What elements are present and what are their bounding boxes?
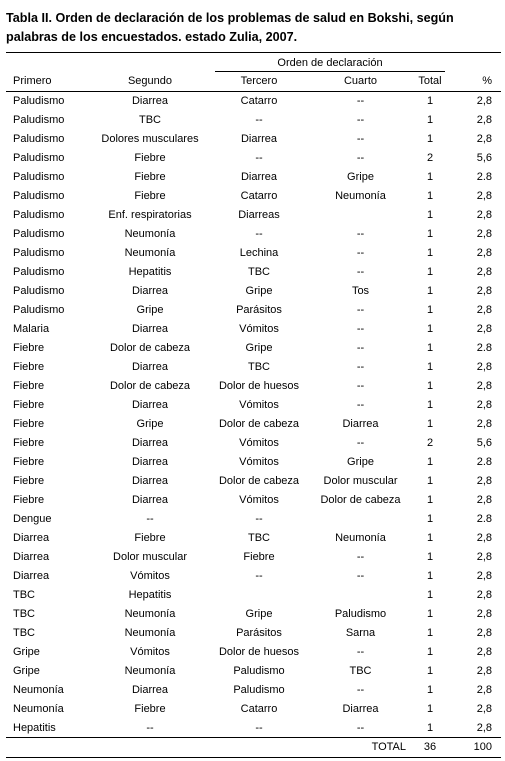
cell-total: 1	[426, 684, 434, 696]
cell-tercero: Vómitos	[239, 456, 279, 468]
table-row	[0, 491, 505, 510]
cell-percent: 2,8	[476, 399, 492, 411]
cell-total: 1	[426, 228, 434, 240]
table-row	[0, 605, 505, 624]
cell-tercero: TBC	[248, 266, 270, 278]
cell-tercero: Vómitos	[239, 323, 279, 335]
table-row	[0, 567, 505, 586]
table-row	[0, 396, 505, 415]
cell-primero: Paludismo	[13, 285, 65, 297]
table-row	[0, 244, 505, 263]
cell-segundo: Fiebre	[134, 152, 166, 164]
cell-total: 1	[426, 323, 434, 335]
table-row	[0, 225, 505, 244]
cell-primero: Paludismo	[13, 266, 65, 278]
cell-segundo: Dolor de cabeza	[109, 380, 191, 392]
cell-tercero: Parásitos	[236, 627, 282, 639]
cell-cuarto: Diarrea	[342, 703, 379, 715]
cell-cuarto: --	[356, 399, 365, 411]
cell-segundo: Diarrea	[131, 684, 169, 696]
cell-tercero: TBC	[248, 532, 270, 544]
cell-primero: Fiebre	[13, 361, 45, 373]
cell-segundo: TBC	[139, 114, 161, 126]
cell-primero: Neumonía	[13, 703, 64, 715]
cell-total: 1	[426, 703, 434, 715]
cell-cuarto: Neumonía	[335, 190, 386, 202]
cell-percent: 2,8	[476, 703, 492, 715]
cell-primero: TBC	[13, 627, 35, 639]
cell-cuarto: --	[356, 361, 365, 373]
cell-segundo: Vómitos	[130, 646, 170, 658]
cell-primero: Fiebre	[13, 399, 45, 411]
cell-segundo: Diarrea	[131, 437, 169, 449]
cell-segundo: Fiebre	[134, 190, 166, 202]
cell-segundo: Neumonía	[124, 627, 176, 639]
cell-percent: 2,8	[476, 95, 492, 107]
cell-percent: 5,6	[476, 152, 492, 164]
table-row	[0, 282, 505, 301]
table-row	[0, 111, 505, 130]
cell-percent: 2,8	[476, 228, 492, 240]
cell-tercero: Gripe	[245, 285, 273, 297]
cell-tercero: --	[255, 722, 263, 734]
cell-total: 1	[426, 646, 434, 658]
cell-percent: 2,8	[476, 627, 492, 639]
cell-tercero: --	[255, 228, 263, 240]
cell-total: 1	[426, 494, 434, 506]
cell-segundo: Diarrea	[131, 361, 169, 373]
cell-total: 2	[426, 437, 434, 449]
cell-primero: Fiebre	[13, 437, 45, 449]
cell-cuarto: Neumonía	[335, 532, 386, 544]
total-percent: 100	[473, 741, 492, 753]
cell-primero: TBC	[13, 589, 35, 601]
cell-cuarto: Sarna	[345, 627, 376, 639]
cell-total: 1	[426, 532, 434, 544]
cell-segundo: --	[146, 722, 154, 734]
cell-percent: 2,8	[476, 418, 492, 430]
table-row	[0, 149, 505, 168]
cell-total: 1	[426, 551, 434, 563]
cell-cuarto: --	[356, 152, 365, 164]
cell-total: 1	[426, 361, 434, 373]
cell-cuarto: --	[356, 646, 365, 658]
cell-total: 1	[426, 627, 434, 639]
cell-primero: Gripe	[13, 665, 40, 677]
total-label: TOTAL	[371, 741, 406, 753]
cell-cuarto: --	[356, 95, 365, 107]
cell-cuarto: --	[356, 380, 365, 392]
total-count: 36	[423, 741, 437, 753]
column-header-row	[0, 72, 505, 91]
cell-primero: Malaria	[13, 323, 50, 335]
table-row	[0, 472, 505, 491]
cell-total: 1	[426, 190, 434, 202]
cell-segundo: Gripe	[136, 304, 164, 316]
cell-segundo: Hepatitis	[128, 266, 172, 278]
table-row	[0, 130, 505, 149]
cell-tercero: Diarrea	[240, 133, 278, 145]
cell-segundo: Dolor muscular	[113, 551, 187, 563]
cell-percent: 2,8	[476, 266, 492, 278]
cell-primero: Fiebre	[13, 456, 45, 468]
cell-tercero: Paludismo	[233, 665, 285, 677]
cell-tercero: Vómitos	[239, 399, 279, 411]
table-row	[0, 263, 505, 282]
cell-percent: 2,8	[476, 323, 492, 335]
cell-tercero: Gripe	[245, 608, 273, 620]
cell-total: 1	[426, 380, 434, 392]
cell-segundo: Neumonía	[124, 665, 176, 677]
cell-cuarto: --	[356, 266, 365, 278]
cell-percent: 2,8	[476, 190, 492, 202]
table-row	[0, 320, 505, 339]
cell-cuarto: --	[356, 323, 365, 335]
cell-cuarto: Diarrea	[342, 418, 379, 430]
cell-tercero: TBC	[248, 361, 270, 373]
cell-tercero: Fiebre	[243, 551, 275, 563]
cell-percent: 2,8	[476, 380, 492, 392]
cell-tercero: --	[255, 513, 263, 525]
cell-cuarto: --	[356, 722, 365, 734]
table-row	[0, 662, 505, 681]
table-row	[0, 377, 505, 396]
cell-total: 1	[426, 304, 434, 316]
group-header: Orden de declaración	[277, 57, 383, 69]
cell-segundo: Neumonía	[124, 228, 176, 240]
cell-primero: Paludismo	[13, 152, 65, 164]
cell-total: 1	[426, 266, 434, 278]
cell-segundo: Diarrea	[131, 494, 169, 506]
cell-total: 1	[426, 133, 434, 145]
cell-tercero: Catarro	[240, 703, 278, 715]
cell-segundo: Fiebre	[134, 703, 166, 715]
cell-total: 1	[426, 722, 434, 734]
top-rule	[6, 52, 501, 53]
cell-segundo: Diarrea	[131, 95, 169, 107]
cell-total: 2	[426, 152, 434, 164]
cell-total: 1	[426, 209, 434, 221]
cell-percent: 2,8	[476, 133, 492, 145]
cell-percent: 2,8	[476, 304, 492, 316]
table-row	[0, 92, 505, 111]
table-row	[0, 434, 505, 453]
table-row	[0, 187, 505, 206]
cell-segundo: Hepatitis	[128, 589, 172, 601]
cell-primero: Paludismo	[13, 133, 65, 145]
cell-total: 1	[426, 342, 434, 354]
cell-segundo: Dolor de cabeza	[109, 342, 191, 354]
table-row	[0, 453, 505, 472]
cell-percent: 2,8	[476, 247, 492, 259]
cell-tercero: Lechina	[239, 247, 279, 259]
cell-segundo: Neumonía	[124, 247, 176, 259]
cell-percent: 2.8	[476, 342, 492, 354]
cell-primero: Fiebre	[13, 342, 45, 354]
cell-tercero: Paludismo	[233, 684, 285, 696]
cell-percent: 2,8	[476, 551, 492, 563]
cell-primero: Paludismo	[13, 304, 65, 316]
cell-percent: 2,8	[476, 114, 492, 126]
table-row	[0, 339, 505, 358]
cell-percent: 2,8	[476, 532, 492, 544]
cell-cuarto: Dolor muscular	[323, 475, 398, 487]
cell-percent: 5,6	[476, 437, 492, 449]
cell-percent: 2,8	[476, 475, 492, 487]
cell-total: 1	[426, 95, 434, 107]
cell-percent: 2,8	[476, 209, 492, 221]
cell-segundo: Vómitos	[130, 570, 170, 582]
cell-cuarto: --	[356, 684, 365, 696]
cell-tercero: --	[255, 570, 263, 582]
cell-total: 1	[426, 418, 434, 430]
col-header-tercero: Tercero	[240, 75, 278, 87]
table-row	[0, 168, 505, 187]
cell-percent: 2,8	[476, 684, 492, 696]
cell-primero: Fiebre	[13, 380, 45, 392]
cell-percent: 2,8	[476, 285, 492, 297]
table-row	[0, 510, 505, 529]
cell-cuarto: Tos	[351, 285, 370, 297]
cell-tercero: Dolor de huesos	[218, 380, 300, 392]
cell-segundo: Enf. respiratorias	[108, 209, 192, 221]
cell-total: 1	[426, 665, 434, 677]
cell-segundo: Diarrea	[131, 475, 169, 487]
cell-total: 1	[426, 114, 434, 126]
col-header-total: Total	[418, 75, 442, 87]
cell-primero: Fiebre	[13, 418, 45, 430]
cell-total: 1	[426, 513, 434, 525]
cell-primero: Diarrea	[13, 532, 50, 544]
cell-tercero: Vómitos	[239, 437, 279, 449]
cell-primero: Diarrea	[13, 551, 50, 563]
table-row	[0, 681, 505, 700]
cell-primero: Dengue	[13, 513, 52, 525]
table-row	[0, 586, 505, 605]
col-header-primero: Primero	[13, 75, 52, 87]
cell-cuarto: --	[356, 551, 365, 563]
cell-cuarto: Gripe	[347, 171, 374, 183]
cell-cuarto: Gripe	[347, 456, 374, 468]
cell-cuarto: --	[356, 114, 365, 126]
cell-total: 1	[426, 589, 434, 601]
cell-primero: Paludismo	[13, 247, 65, 259]
total-row	[0, 738, 505, 756]
cell-primero: Paludismo	[13, 190, 65, 202]
cell-cuarto: --	[356, 570, 365, 582]
cell-primero: Paludismo	[13, 171, 65, 183]
table-row	[0, 624, 505, 643]
cell-total: 1	[426, 570, 434, 582]
table-row	[0, 548, 505, 567]
col-header-cuarto: Cuarto	[343, 75, 378, 87]
cell-total: 1	[426, 456, 434, 468]
cell-total: 1	[426, 247, 434, 259]
cell-primero: TBC	[13, 608, 35, 620]
cell-primero: Fiebre	[13, 494, 45, 506]
cell-primero: Hepatitis	[13, 722, 56, 734]
bottom-rule	[6, 757, 501, 758]
cell-tercero: Diarrea	[240, 171, 278, 183]
cell-segundo: Neumonía	[124, 608, 176, 620]
cell-cuarto: --	[356, 437, 365, 449]
cell-tercero: --	[255, 152, 263, 164]
table-row	[0, 415, 505, 434]
cell-cuarto: TBC	[349, 665, 372, 677]
cell-primero: Paludismo	[13, 209, 65, 221]
table-title: Tabla II. Orden de declaración de los problemas de salud en Bokshi, según palabras de los encuestados. estado Zulia, 2007.	[6, 11, 454, 44]
cell-tercero: Dolor de cabeza	[218, 418, 300, 430]
cell-total: 1	[426, 608, 434, 620]
cell-segundo: Diarrea	[131, 399, 169, 411]
table-row	[0, 643, 505, 662]
col-header-segundo: Segundo	[127, 75, 173, 87]
cell-segundo: Diarrea	[131, 456, 169, 468]
cell-primero: Fiebre	[13, 475, 45, 487]
cell-primero: Paludismo	[13, 228, 65, 240]
table-row	[0, 206, 505, 225]
cell-primero: Neumonía	[13, 684, 64, 696]
cell-tercero: Dolor de huesos	[218, 646, 300, 658]
cell-primero: Gripe	[13, 646, 40, 658]
table-row	[0, 358, 505, 377]
cell-percent: 2.8	[476, 171, 492, 183]
cell-cuarto: --	[356, 304, 365, 316]
cell-percent: 2,8	[476, 722, 492, 734]
cell-segundo: Diarrea	[131, 323, 169, 335]
table-row	[0, 301, 505, 320]
cell-percent: 2,8	[476, 646, 492, 658]
cell-tercero: Diarreas	[238, 209, 280, 221]
cell-primero: Paludismo	[13, 114, 65, 126]
cell-tercero: Gripe	[245, 342, 273, 354]
cell-percent: 2,8	[476, 361, 492, 373]
cell-tercero: Dolor de cabeza	[218, 475, 300, 487]
table-row	[0, 700, 505, 719]
cell-tercero: --	[255, 114, 263, 126]
cell-cuarto: --	[356, 228, 365, 240]
cell-percent: 2.8	[476, 456, 492, 468]
cell-total: 1	[426, 285, 434, 297]
cell-percent: 2,8	[476, 570, 492, 582]
cell-segundo: Gripe	[136, 418, 164, 430]
table-row	[0, 529, 505, 548]
cell-primero: Paludismo	[13, 95, 65, 107]
cell-primero: Diarrea	[13, 570, 50, 582]
cell-segundo: Diarrea	[131, 285, 169, 297]
cell-segundo: Fiebre	[134, 171, 166, 183]
col-header-percent: %	[482, 75, 492, 87]
cell-tercero: Parásitos	[236, 304, 282, 316]
cell-cuarto: --	[356, 342, 365, 354]
cell-cuarto: Dolor de cabeza	[320, 494, 401, 506]
cell-percent: 2,8	[476, 494, 492, 506]
cell-tercero: Catarro	[240, 95, 278, 107]
cell-segundo: --	[146, 513, 154, 525]
cell-total: 1	[426, 399, 434, 411]
cell-cuarto: Paludismo	[334, 608, 387, 620]
cell-segundo: Fiebre	[134, 532, 166, 544]
cell-percent: 2,8	[476, 665, 492, 677]
cell-total: 1	[426, 475, 434, 487]
cell-segundo: Dolores musculares	[101, 133, 199, 145]
cell-percent: 2.8	[476, 513, 492, 525]
cell-total: 1	[426, 171, 434, 183]
cell-percent: 2,8	[476, 608, 492, 620]
cell-tercero: Catarro	[240, 190, 278, 202]
table-row	[0, 719, 505, 738]
cell-tercero: Vómitos	[239, 494, 279, 506]
cell-cuarto: --	[356, 247, 365, 259]
cell-cuarto: --	[356, 133, 365, 145]
cell-percent: 2,8	[476, 589, 492, 601]
